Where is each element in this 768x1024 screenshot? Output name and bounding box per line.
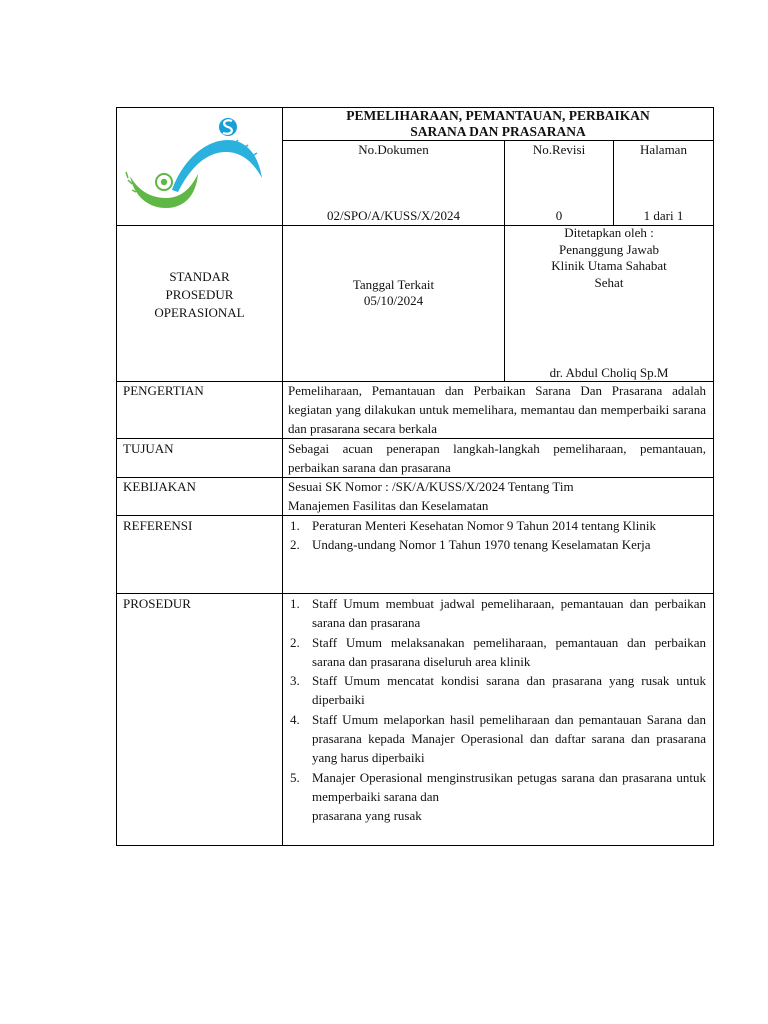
list-item-text: prasarana yang rusak: [312, 808, 422, 824]
spo-label: [117, 268, 282, 322]
list-item: [285, 710, 706, 768]
prosedur-list: [285, 594, 706, 826]
prosedur-label: PROSEDUR: [123, 596, 191, 611]
list-item: [285, 516, 702, 535]
list-item-text: Staff Umum melaporkan hasil pemeliharaan dan pemantauan Sarana dan prasarana kepada Manajer Operasional dan daftar sarana dan prasarana yang harus diperbaiki: [312, 711, 706, 766]
tujuan-label: TUJUAN: [123, 441, 174, 456]
kebijakan-line1: Sesuai SK Nomor : /SK/A/KUSS/X/2024 Tentang Tim: [288, 479, 574, 494]
ditetapkan-line3: Klinik Utama Sahabat: [551, 258, 667, 273]
list-item-number: 2.: [290, 634, 300, 650]
list-item: [285, 594, 706, 633]
list-item: [285, 633, 706, 672]
no-revisi-label: No.Revisi: [532, 142, 586, 157]
kebijakan-line2: Manajemen Fasilitas dan Keselamatan: [288, 498, 489, 513]
list-item-text: Staff Umum membuat jadwal pemeliharaan, pemantauan dan perbaikan sarana dan prasarana: [312, 596, 706, 631]
spo-label-line1: STANDAR: [169, 269, 230, 284]
list-item-text: Staff Umum mencatat kondisi sarana dan prasarana yang rusak untuk diperbaiki: [312, 673, 706, 708]
list-item-number: 4.: [290, 711, 300, 727]
list-item-text: Peraturan Menteri Kesehatan Nomor 9 Tahun 2014 tentang Klinik: [312, 518, 656, 533]
halaman-label: Halaman: [640, 142, 687, 157]
tanggal-label: Tanggal Terkait: [352, 277, 435, 292]
list-item-number: 1.: [290, 518, 300, 533]
spo-label-line2: PROSEDUR: [165, 287, 234, 302]
referensi-label: REFERENSI: [123, 518, 193, 533]
tanggal-terkait: [283, 277, 504, 309]
table-border-bottom: [116, 845, 714, 846]
document-title: [283, 108, 713, 140]
list-item-text: Undang-undang Nomor 1 Tahun 1970 tenang Keselamatan Kerja: [312, 537, 651, 553]
list-item-text: Staff Umum melaksanakan pemeliharaan, pemantauan dan perbaikan sarana dan prasarana diseluruh area klinik: [312, 634, 706, 669]
ditetapkan-line2: Penanggung Jawab: [558, 241, 659, 257]
ditetapkan-block: [505, 225, 713, 291]
kebijakan-text: [288, 477, 706, 515]
list-item-text: Manajer Operasional menginstrusikan petugas sarana dan prasarana untuk memperbaiki sarana dan: [312, 769, 706, 804]
no-dokumen-value: 02/SPO/A/KUSS/X/2024: [327, 208, 460, 223]
pengertian-text: Pemeliharaan, Pemantauan dan Perbaikan Sarana Dan Prasarana adalah kegiatan yang dilakukan untuk memelihara, memantau dan memperbaiki sarana dan prasarana secara berkala: [288, 383, 706, 436]
document-title-line1: PEMELIHARAAN, PEMANTAUAN, PERBAIKAN: [346, 108, 650, 123]
tanggal-value: 05/10/2024: [363, 293, 424, 308]
list-item-number: 2.: [290, 537, 300, 553]
list-item: [285, 535, 702, 554]
no-revisi-value: 0: [555, 208, 563, 223]
no-dokumen-label: No.Dokumen: [358, 142, 429, 157]
tujuan-text: Sebagai acuan penerapan langkah-langkah pemeliharaan, pemantauan, perbaikan sarana dan prasarana: [288, 441, 706, 475]
list-item-number: 3.: [290, 673, 300, 689]
list-item-continuation: [285, 806, 706, 825]
list-item: [285, 671, 706, 710]
list-item: [285, 768, 706, 807]
ditetapkan-line4: Sehat: [594, 274, 624, 290]
halaman-value: 1 dari 1: [643, 208, 684, 223]
document-title-line2: SARANA DAN PRASARANA: [410, 124, 586, 139]
referensi-list: [285, 516, 702, 555]
list-item-number: 1.: [290, 596, 300, 611]
clinic-logo-icon: [124, 112, 268, 216]
signatory-name: dr. Abdul Choliq Sp.M: [549, 365, 669, 380]
ditetapkan-line1: Ditetapkan oleh :: [564, 225, 654, 240]
kebijakan-label: KEBIJAKAN: [123, 479, 196, 494]
pengertian-label: PENGERTIAN: [123, 383, 204, 398]
spo-label-line3: OPERASIONAL: [154, 305, 245, 320]
list-item-number: 5.: [290, 769, 300, 785]
